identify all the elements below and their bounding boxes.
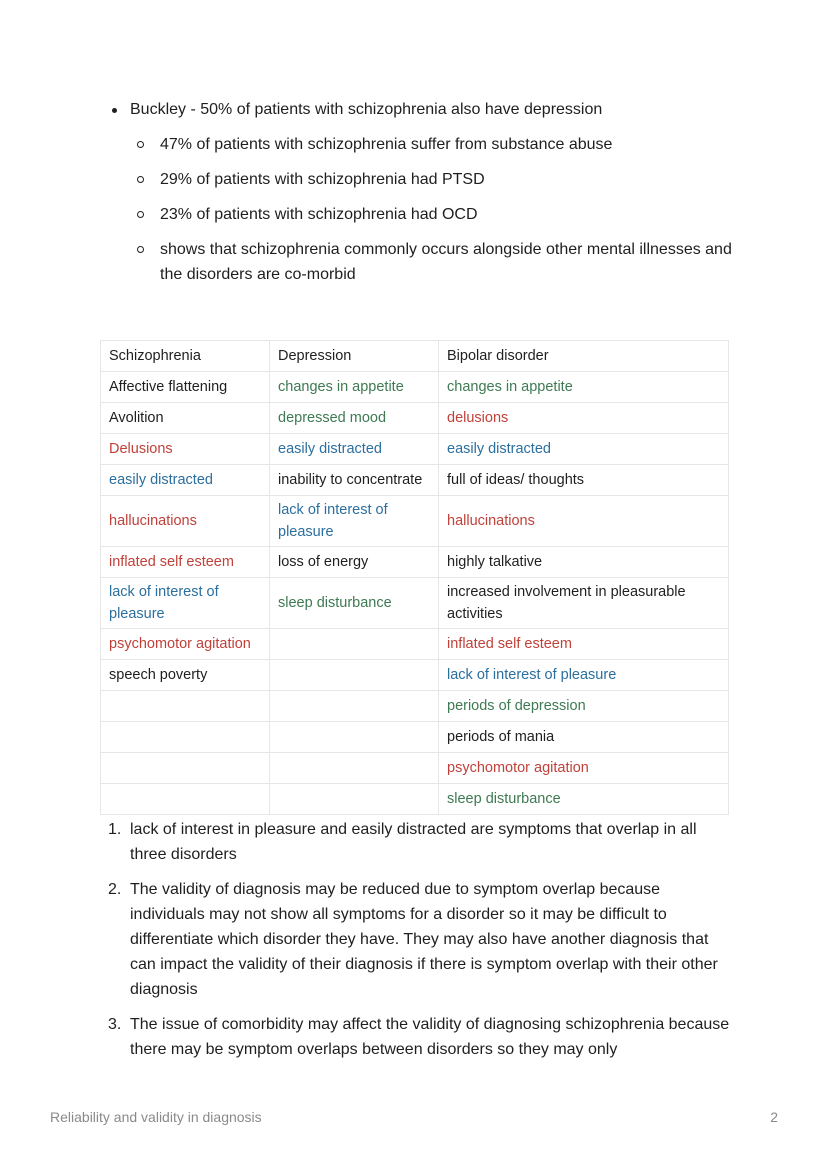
table-row [101, 403, 729, 434]
table-cell: Avolition [101, 403, 270, 434]
table-cell: hallucinations [101, 496, 270, 547]
table-cell: periods of mania [439, 722, 729, 753]
table-cell: changes in appetite [439, 372, 729, 403]
table-cell [270, 753, 439, 784]
footer-title: Reliability and validity in diagnosis [50, 1109, 262, 1125]
sub-bullet-item: 47% of patients with schizophrenia suffer from substance abuse [130, 132, 746, 157]
table-cell [101, 784, 270, 815]
table-row [101, 629, 729, 660]
table-cell: Affective flattening [101, 372, 270, 403]
table-cell [101, 722, 270, 753]
item-text: lack of interest in pleasure and easily distracted are symptoms that overlap in all three disorders [130, 821, 697, 863]
table-cell: speech poverty [101, 660, 270, 691]
page-number: 2 [770, 1109, 778, 1125]
table-cell [270, 629, 439, 660]
item-number: 3. [108, 1016, 122, 1033]
table-row [101, 722, 729, 753]
table-cell: easily distracted [101, 465, 270, 496]
sub-bullet-item: shows that schizophrenia commonly occurs alongside other mental illnesses and the disorders are co-morbid [130, 237, 746, 287]
table-row [101, 753, 729, 784]
table-cell: inability to concentrate [270, 465, 439, 496]
table-row [101, 691, 729, 722]
table-cell: lack of interest of pleasure [270, 496, 439, 547]
item-text: The issue of comorbidity may affect the validity of diagnosing schizophrenia because there may be symptom overlaps between disorders so they may only [130, 1016, 730, 1058]
table-cell [270, 660, 439, 691]
numbered-item [106, 877, 734, 1002]
table-cell: periods of depression [439, 691, 729, 722]
numbered-item [106, 1012, 734, 1062]
bullet-list [106, 97, 746, 297]
table-row [101, 496, 729, 547]
bullet-item [106, 97, 746, 287]
header-cell: Schizophrenia [101, 341, 270, 372]
table-cell: hallucinations [439, 496, 729, 547]
numbered-list [106, 817, 734, 1072]
table-cell: sleep disturbance [270, 578, 439, 629]
table-cell: delusions [439, 403, 729, 434]
table-cell [270, 784, 439, 815]
table-cell: lack of interest of pleasure [101, 578, 270, 629]
header-cell: Bipolar disorder [439, 341, 729, 372]
table-cell [270, 691, 439, 722]
table-row [101, 547, 729, 578]
header-cell: Depression [270, 341, 439, 372]
table-cell: psychomotor agitation [439, 753, 729, 784]
table-cell: full of ideas/ thoughts [439, 465, 729, 496]
table-cell: changes in appetite [270, 372, 439, 403]
item-number: 1. [108, 821, 122, 838]
table-cell: psychomotor agitation [101, 629, 270, 660]
table-cell: easily distracted [439, 434, 729, 465]
table-header-row [101, 341, 729, 372]
numbered-item [106, 817, 734, 867]
bullet-text: Buckley - 50% of patients with schizophrenia also have depression [130, 101, 603, 118]
table-cell: depressed mood [270, 403, 439, 434]
table-row [101, 465, 729, 496]
table-row [101, 660, 729, 691]
symptom-comparison-table [100, 340, 729, 815]
table-cell [270, 722, 439, 753]
sub-bullet-item: 29% of patients with schizophrenia had PTSD [130, 167, 746, 192]
table-cell: easily distracted [270, 434, 439, 465]
table-row [101, 372, 729, 403]
table-cell: sleep disturbance [439, 784, 729, 815]
table-cell [101, 753, 270, 784]
table-cell [101, 691, 270, 722]
table-cell: highly talkative [439, 547, 729, 578]
sub-bullet-item: 23% of patients with schizophrenia had OCD [130, 202, 746, 227]
table-cell: increased involvement in pleasurable activities [439, 578, 729, 629]
table-cell: Delusions [101, 434, 270, 465]
sub-bullet-list [130, 132, 746, 287]
table-row [101, 578, 729, 629]
table-cell: inflated self esteem [439, 629, 729, 660]
table-row [101, 784, 729, 815]
table-cell: lack of interest of pleasure [439, 660, 729, 691]
item-number: 2. [108, 881, 122, 898]
table-row [101, 434, 729, 465]
table-cell: inflated self esteem [101, 547, 270, 578]
item-text: The validity of diagnosis may be reduced due to symptom overlap because individuals may not show all symptoms for a disorder so it may be difficult to differentiate which disorder they have. They may also have another diagnosis that can impact the validity of their diagnosis if there is symptom overlap with their other diagnosis [130, 881, 718, 998]
table-cell: loss of energy [270, 547, 439, 578]
